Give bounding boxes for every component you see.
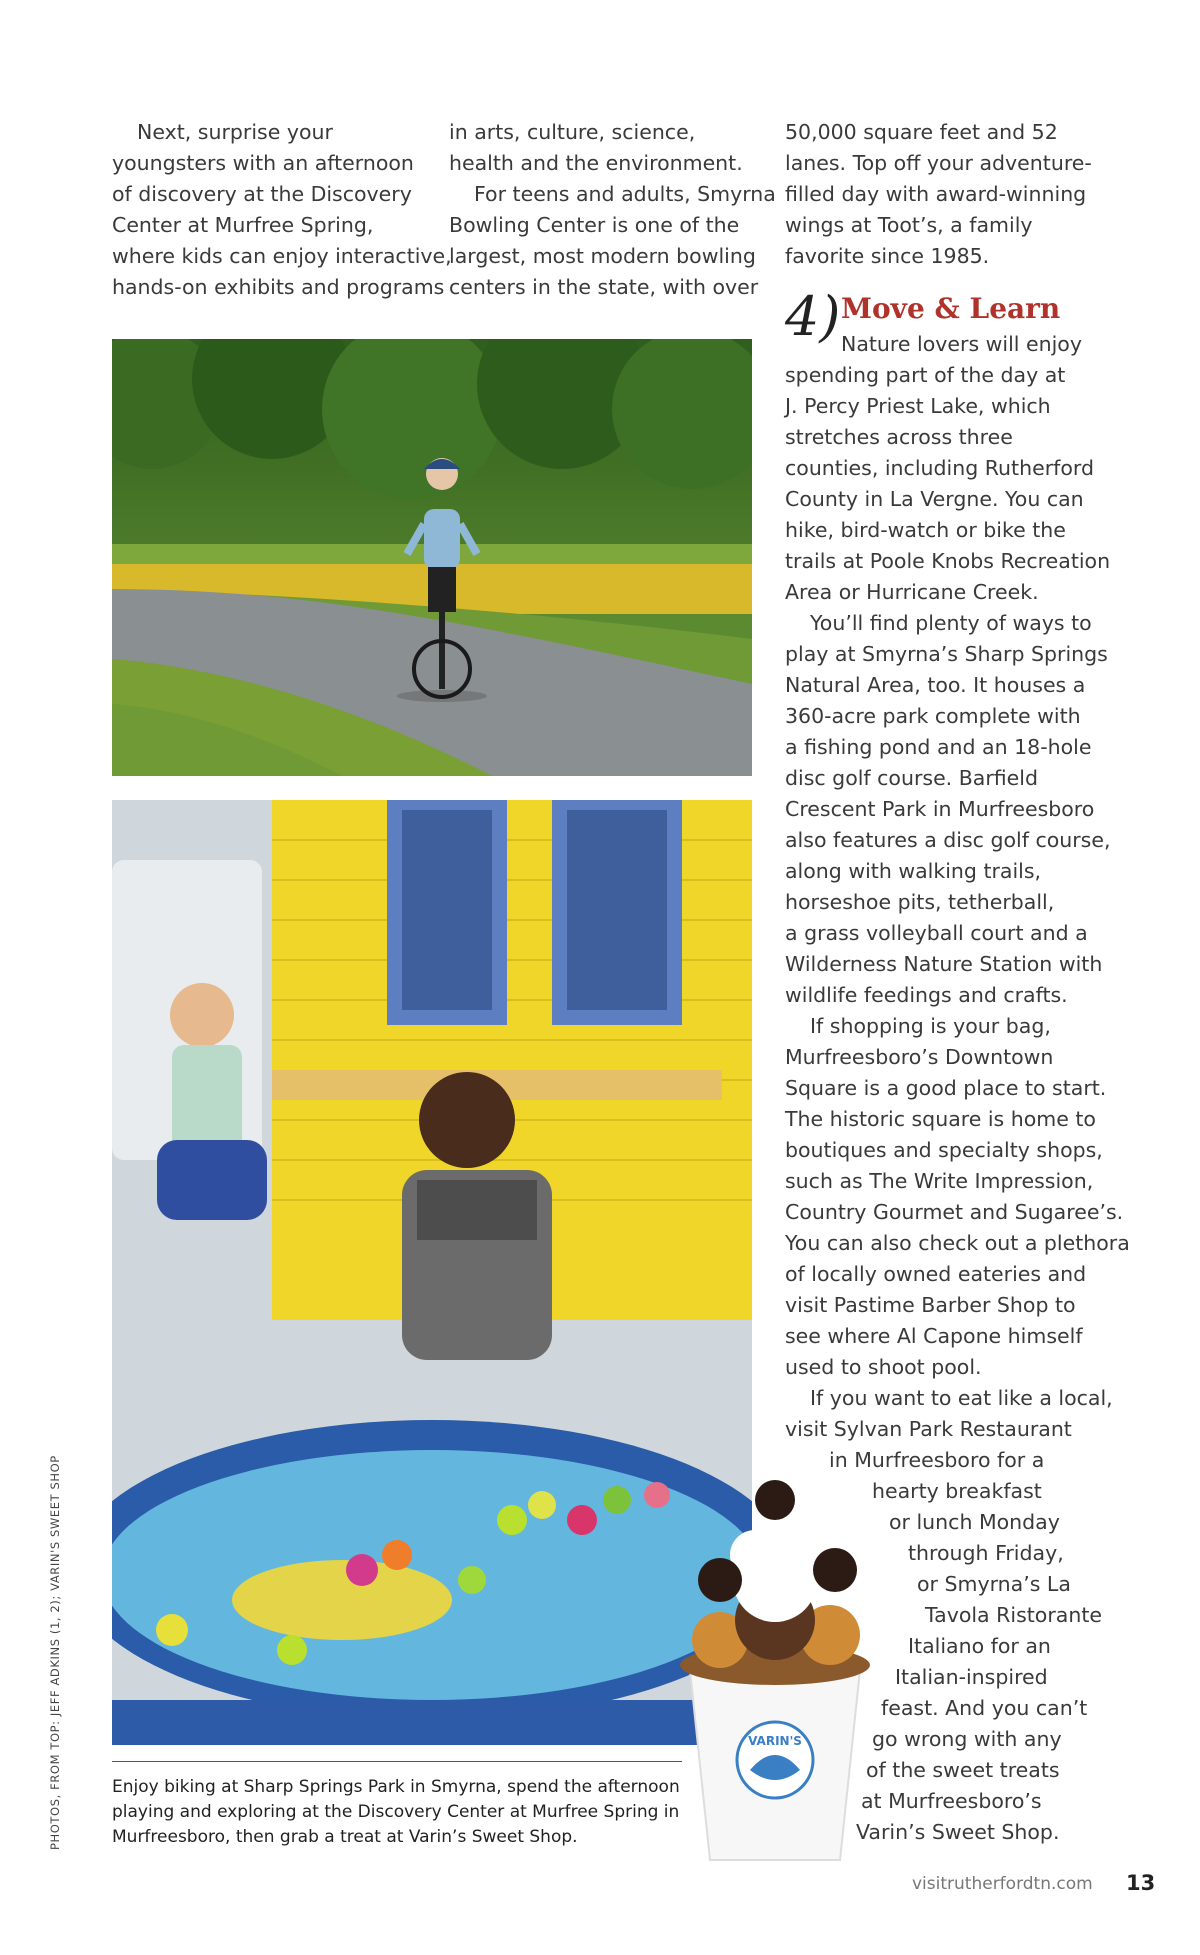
text-line: through Friday, (908, 1541, 1064, 1565)
caption-divider (112, 1761, 682, 1762)
text-line: County in La Vergne. You can (785, 487, 1084, 511)
text-line: Square is a good place to start. (785, 1076, 1107, 1100)
text-line: wings at Toot’s, a family (785, 213, 1033, 237)
text-line: For teens and adults, Smyrna (474, 182, 776, 206)
text-line: Tavola Ristorante (925, 1603, 1102, 1627)
text-line: at Murfreesboro’s (861, 1789, 1042, 1813)
text-line: along with walking trails, (785, 859, 1042, 883)
text-line: Nature lovers will enjoy (841, 332, 1082, 356)
text-line: You can also check out a plethora (785, 1231, 1130, 1255)
text-line: 50,000 square feet and 52 (785, 120, 1058, 144)
text-line: where kids can enjoy interactive, (112, 244, 452, 268)
section-title: Move & Learn (841, 292, 1061, 325)
text-line: Center at Murfree Spring, (112, 213, 374, 237)
text-line: 360-acre park complete with (785, 704, 1081, 728)
text-line: Bowling Center is one of the (449, 213, 740, 237)
text-line: disc golf course. Barfield (785, 766, 1039, 790)
page-number: 13 (1126, 1871, 1156, 1895)
text-line: in Murfreesboro for a (829, 1448, 1045, 1472)
text-line: feast. And you can’t (881, 1696, 1088, 1720)
milkshake-cup-illustration (660, 1470, 890, 1870)
text-line: see where Al Capone himself (785, 1324, 1083, 1348)
text-line: Murfreesboro’s Downtown (785, 1045, 1054, 1069)
text-line: of discovery at the Discovery (112, 182, 412, 206)
text-line: or Smyrna’s La (917, 1572, 1071, 1596)
text-line: J. Percy Priest Lake, which (785, 394, 1051, 418)
text-line: of locally owned eateries and (785, 1262, 1087, 1286)
section-number: 4) (785, 285, 841, 348)
cup-logo-text: VARIN'S (748, 1734, 802, 1748)
text-line: Italiano for an (908, 1634, 1051, 1658)
text-line: Area or Hurricane Creek. (785, 580, 1039, 604)
text-line: such as The Write Impression, (785, 1169, 1094, 1193)
text-line: hike, bird-watch or bike the (785, 518, 1066, 542)
text-line: centers in the state, with over (449, 275, 759, 299)
text-line: Crescent Park in Murfreesboro (785, 797, 1095, 821)
text-line: trails at Poole Knobs Recreation (785, 549, 1111, 573)
text-line: stretches across three (785, 425, 1013, 449)
text-line: counties, including Rutherford (785, 456, 1094, 480)
text-line: visit Pastime Barber Shop to (785, 1293, 1076, 1317)
text-line: a grass volleyball court and a (785, 921, 1088, 945)
text-line: Italian-inspired (895, 1665, 1048, 1689)
text-line: health and the environment. (449, 151, 743, 175)
text-line: boutiques and specialty shops, (785, 1138, 1103, 1162)
text-line: or lunch Monday (889, 1510, 1060, 1534)
text-line: used to shoot pool. (785, 1355, 982, 1379)
photo-caption: Enjoy biking at Sharp Springs Park in Smyrna, spend the afternoon playing and exploring at the Discovery Center at Murfree Spring in Murfreesboro, then grab a treat at Varin’s Sweet Shop. (112, 1777, 680, 1847)
column-c-body-text (785, 329, 1130, 1445)
text-line: play at Smyrna’s Sharp Springs (785, 642, 1108, 666)
footer-url[interactable]: visitrutherfordtn.com (912, 1874, 1093, 1894)
text-line: largest, most modern bowling (449, 244, 756, 268)
text-line: If shopping is your bag, (810, 1014, 1051, 1038)
text-line: horseshoe pits, tetherball, (785, 890, 1055, 914)
text-line: Next, surprise your (137, 120, 333, 144)
column-c-top-text (785, 117, 1095, 272)
text-line: lanes. Top off your adventure- (785, 151, 1092, 175)
photo-discovery-center (112, 800, 752, 1745)
cyclist-illustration (112, 339, 752, 776)
text-line: of the sweet treats (866, 1758, 1060, 1782)
photo-cyclist (112, 339, 752, 776)
text-line: go wrong with any (872, 1727, 1062, 1751)
column-a-text (112, 117, 452, 303)
text-line: wildlife feedings and crafts. (785, 983, 1068, 1007)
text-line: spending part of the day at (785, 363, 1066, 387)
text-line: hearty breakfast (872, 1479, 1042, 1503)
photo-varins-treat (660, 1470, 890, 1870)
text-line: Varin’s Sweet Shop. (856, 1820, 1060, 1844)
text-line: Country Gourmet and Sugaree’s. (785, 1200, 1124, 1224)
text-line: Wilderness Nature Station with (785, 952, 1103, 976)
text-line: If you want to eat like a local, (810, 1386, 1113, 1410)
text-line: a fishing pond and an 18-hole (785, 735, 1092, 759)
photo-credit: PHOTOS, FROM TOP: JEFF ADKINS (1, 2); VARIN'S SWEET SHOP (48, 1455, 62, 1850)
column-b-text (449, 117, 776, 303)
text-line: hands-on exhibits and programs (112, 275, 445, 299)
text-line: Natural Area, too. It houses a (785, 673, 1086, 697)
text-line: favorite since 1985. (785, 244, 990, 268)
text-line: The historic square is home to (785, 1107, 1096, 1131)
text-line: youngsters with an afternoon (112, 151, 414, 175)
text-line: also features a disc golf course, (785, 828, 1111, 852)
text-line: in arts, culture, science, (449, 120, 696, 144)
text-line: visit Sylvan Park Restaurant (785, 1417, 1072, 1441)
text-line: filled day with award-winning (785, 182, 1087, 206)
text-line: You’ll find plenty of ways to (810, 611, 1092, 635)
discovery-center-illustration (112, 800, 752, 1745)
